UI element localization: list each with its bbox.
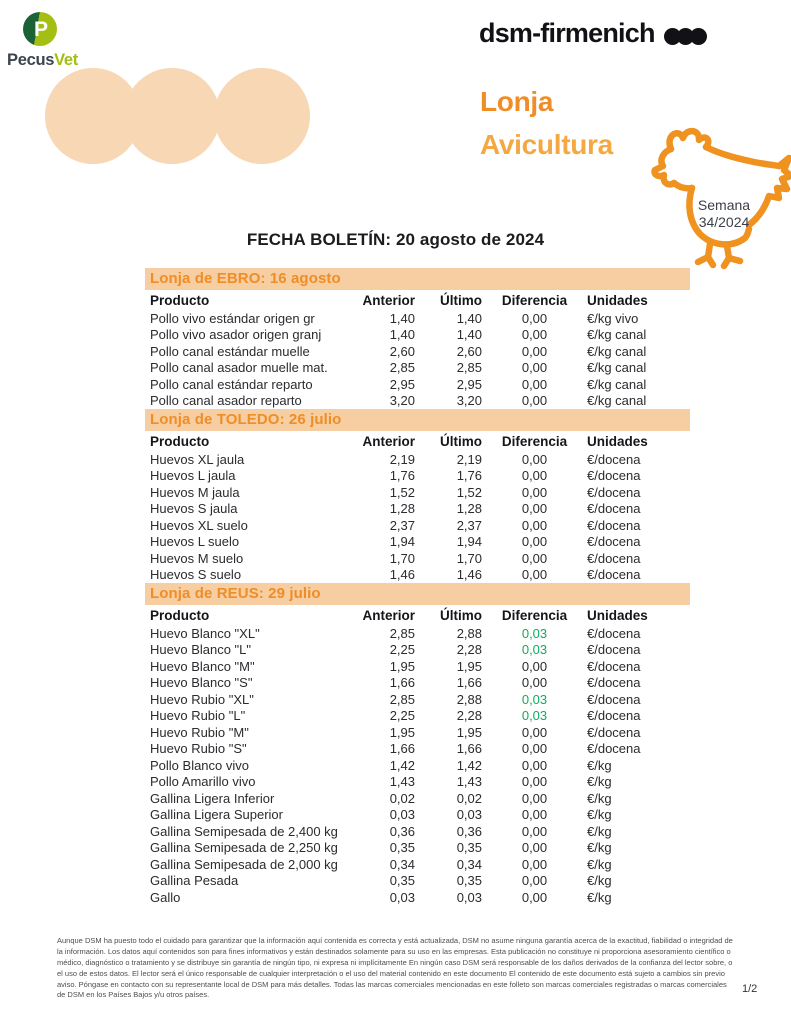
cell-ultimo: 2,28 xyxy=(456,708,482,724)
table-row xyxy=(145,567,690,584)
table-row xyxy=(145,642,690,659)
cell-diferencia: 0,00 xyxy=(521,856,548,872)
cell-producto: Gallina Semipesada de 2,400 kg xyxy=(150,823,338,839)
column-anterior: Anterior xyxy=(362,607,415,623)
cell-producto: Huevos S jaula xyxy=(150,501,238,517)
table-row xyxy=(145,468,690,485)
cell-ultimo: 2,85 xyxy=(456,360,482,376)
cell-producto: Pollo canal asador muelle mat. xyxy=(150,360,328,376)
cell-unidades: €/kg canal xyxy=(587,327,647,343)
dsm-firmenich-logo xyxy=(479,18,707,49)
decorative-circle xyxy=(214,68,310,164)
cell-ultimo: 0,36 xyxy=(456,823,482,839)
table-header-row xyxy=(145,431,690,451)
table-row xyxy=(145,360,690,377)
cell-diferencia: 0,03 xyxy=(521,642,548,658)
cell-diferencia: 0,00 xyxy=(521,534,548,550)
decorative-circle xyxy=(124,68,220,164)
column-unidades: Unidades xyxy=(587,607,648,623)
cell-producto: Huevos XL jaula xyxy=(150,451,245,467)
cell-producto: Pollo Amarillo vivo xyxy=(150,774,256,790)
cell-anterior: 1,43 xyxy=(389,774,415,790)
cell-producto: Pollo vivo estándar origen gr xyxy=(150,310,315,326)
cell-unidades: €/docena xyxy=(587,451,641,467)
cell-unidades: €/docena xyxy=(587,724,641,740)
table-body xyxy=(145,310,690,409)
document-title xyxy=(480,80,613,166)
cell-ultimo: 3,20 xyxy=(456,393,482,409)
cell-ultimo: 1,43 xyxy=(456,774,482,790)
column-producto: Producto xyxy=(150,292,210,308)
cell-unidades: €/kg xyxy=(587,873,612,889)
cell-unidades: €/kg xyxy=(587,856,612,872)
cell-ultimo: 2,37 xyxy=(456,517,482,533)
table-row xyxy=(145,675,690,692)
cell-producto: Pollo canal asador reparto xyxy=(150,393,302,409)
cell-unidades: €/kg xyxy=(587,790,612,806)
cell-anterior: 2,60 xyxy=(389,343,415,359)
price-tables xyxy=(145,268,690,906)
cell-anterior: 1,66 xyxy=(389,675,415,691)
column-diferencia: Diferencia xyxy=(501,607,568,623)
cell-unidades: €/kg canal xyxy=(587,360,647,376)
pecusvet-wordmark-accent: Vet xyxy=(54,51,78,69)
cell-diferencia: 0,00 xyxy=(521,741,548,757)
cell-ultimo: 1,66 xyxy=(456,741,482,757)
cell-unidades: €/docena xyxy=(587,708,641,724)
cell-ultimo: 0,34 xyxy=(456,856,482,872)
cell-unidades: €/docena xyxy=(587,517,641,533)
cell-unidades: €/docena xyxy=(587,484,641,500)
table-row xyxy=(145,327,690,344)
table-title-banner: Lonja de REUS: 29 julio xyxy=(145,583,690,605)
table-reus xyxy=(145,583,690,906)
cell-diferencia: 0,00 xyxy=(521,484,548,500)
column-ultimo: Último xyxy=(440,292,482,308)
cell-diferencia: 0,00 xyxy=(521,343,548,359)
cell-producto: Huevos L suelo xyxy=(150,534,240,550)
cell-ultimo: 0,35 xyxy=(456,873,482,889)
cell-diferencia: 0,03 xyxy=(521,625,548,641)
dot xyxy=(690,28,707,45)
table-row xyxy=(145,856,690,873)
week-label: Semana xyxy=(697,197,751,213)
table-row xyxy=(145,724,690,741)
cell-producto: Pollo canal estándar reparto xyxy=(150,376,313,392)
table-row xyxy=(145,451,690,468)
cell-anterior: 0,34 xyxy=(389,856,415,872)
cell-ultimo: 1,66 xyxy=(456,675,482,691)
table-row xyxy=(145,823,690,840)
table-row xyxy=(145,484,690,501)
title-avicultura: Avicultura xyxy=(480,129,613,160)
cell-anterior: 1,46 xyxy=(389,567,415,583)
table-row xyxy=(145,376,690,393)
cell-ultimo: 0,03 xyxy=(456,889,482,905)
table-row xyxy=(145,790,690,807)
cell-diferencia: 0,03 xyxy=(521,708,548,724)
cell-anterior: 1,70 xyxy=(389,550,415,566)
cell-ultimo: 0,35 xyxy=(456,840,482,856)
cell-ultimo: 2,19 xyxy=(456,451,482,467)
table-header-row xyxy=(145,290,690,310)
table-title-banner: Lonja de EBRO: 16 agosto xyxy=(145,268,690,290)
cell-anterior: 1,52 xyxy=(389,484,415,500)
cell-anterior: 2,37 xyxy=(389,517,415,533)
cell-unidades: €/docena xyxy=(587,534,641,550)
cell-unidades: €/docena xyxy=(587,567,641,583)
table-row xyxy=(145,517,690,534)
cell-diferencia: 0,00 xyxy=(521,790,548,806)
cell-producto: Huevo Rubio "L" xyxy=(150,708,246,724)
table-row xyxy=(145,889,690,906)
table-row xyxy=(145,534,690,551)
cell-diferencia: 0,00 xyxy=(521,393,548,409)
cell-diferencia: 0,00 xyxy=(521,501,548,517)
table-row xyxy=(145,741,690,758)
table-row xyxy=(145,625,690,642)
column-diferencia: Diferencia xyxy=(501,292,568,308)
cell-unidades: €/kg xyxy=(587,757,612,773)
cell-ultimo: 1,40 xyxy=(456,327,482,343)
cell-ultimo: 1,76 xyxy=(456,468,482,484)
cell-diferencia: 0,00 xyxy=(521,675,548,691)
table-row xyxy=(145,658,690,675)
title-lonja: Lonja xyxy=(480,86,554,117)
cell-anterior: 2,85 xyxy=(389,691,415,707)
cell-diferencia: 0,00 xyxy=(521,807,548,823)
cell-ultimo: 1,94 xyxy=(456,534,482,550)
cell-ultimo: 1,95 xyxy=(456,658,482,674)
table-header-row xyxy=(145,605,690,625)
cell-producto: Huevos L jaula xyxy=(150,468,236,484)
cell-unidades: €/docena xyxy=(587,642,641,658)
table-row xyxy=(145,708,690,725)
cell-anterior: 2,85 xyxy=(389,625,415,641)
cell-unidades: €/kg vivo xyxy=(587,310,639,326)
cell-unidades: €/docena xyxy=(587,625,641,641)
table-row xyxy=(145,550,690,567)
cell-diferencia: 0,00 xyxy=(521,451,548,467)
cell-diferencia: 0,00 xyxy=(521,517,548,533)
cell-ultimo: 1,95 xyxy=(456,724,482,740)
pecusvet-monogram-icon xyxy=(23,12,57,46)
page-number: 1/2 xyxy=(742,983,758,995)
table-row xyxy=(145,343,690,360)
column-producto: Producto xyxy=(150,607,210,623)
cell-diferencia: 0,00 xyxy=(521,567,548,583)
cell-anterior: 1,40 xyxy=(389,327,415,343)
table-row xyxy=(145,807,690,824)
cell-diferencia: 0,00 xyxy=(521,823,548,839)
cell-anterior: 0,35 xyxy=(389,873,415,889)
cell-producto: Gallina Semipesada de 2,000 kg xyxy=(150,856,338,872)
cell-producto: Gallina Pesada xyxy=(150,873,239,889)
cell-diferencia: 0,00 xyxy=(521,757,548,773)
table-body xyxy=(145,451,690,583)
column-unidades: Unidades xyxy=(587,433,648,449)
cell-anterior: 0,35 xyxy=(389,840,415,856)
cell-diferencia: 0,00 xyxy=(521,873,548,889)
cell-ultimo: 2,88 xyxy=(456,625,482,641)
cell-anterior: 2,19 xyxy=(389,451,415,467)
cell-producto: Pollo Blanco vivo xyxy=(150,757,249,773)
cell-ultimo: 1,70 xyxy=(456,550,482,566)
table-row xyxy=(145,840,690,857)
cell-anterior: 0,03 xyxy=(389,889,415,905)
decorative-circles xyxy=(45,68,315,164)
cell-unidades: €/kg xyxy=(587,823,612,839)
cell-producto: Huevo Rubio "M" xyxy=(150,724,249,740)
column-anterior: Anterior xyxy=(362,433,415,449)
cell-anterior: 1,94 xyxy=(389,534,415,550)
table-row xyxy=(145,774,690,791)
disclaimer-text: Aunque DSM ha puesto todo el cuidado para garantizar que la información aquí contenida es correcta y está actualizada, DSM no asume ninguna garantía acerca de la exactitud, fiabilidad o integridad de la información. Los datos aquí contenidos son para fines informativos y están destinados solamente para su uso en las empresas. Esta publicación no constituye ni proporciona asesoramiento científico o médico, diagnóstico o tratamiento y se distribuye sin garantía de ningún tipo, ni expresa ni implícitamente En ningún caso DSM será responsable de los daños derivados de la confianza del lector sobre, o el uso de estos datos. El lector será el único responsable de cualquier interpretación o el uso del material contenido en este documento El contenido de este documento está sujeto a cambios sin previo aviso. Póngase en contacto con su representante local de DSM para más detalles. Todas las marcas comerciales mencionadas en este folleto son marcas comerciales registradas o marcas comerciales de DSM en los Países Bajos y/u otros países. xyxy=(57,936,733,1000)
cell-ultimo: 1,28 xyxy=(456,501,482,517)
column-anterior: Anterior xyxy=(362,292,415,308)
cell-producto: Huevo Blanco "L" xyxy=(150,642,252,658)
cell-unidades: €/docena xyxy=(587,550,641,566)
cell-producto: Pollo vivo asador origen granj xyxy=(150,327,322,343)
column-unidades: Unidades xyxy=(587,292,648,308)
cell-producto: Gallo xyxy=(150,889,181,905)
cell-producto: Huevo Blanco "M" xyxy=(150,658,255,674)
cell-producto: Huevos M jaula xyxy=(150,484,240,500)
table-row xyxy=(145,393,690,410)
cell-diferencia: 0,00 xyxy=(521,376,548,392)
table-ebro xyxy=(145,268,690,409)
column-ultimo: Último xyxy=(440,607,482,623)
week-value: 34/2024 xyxy=(698,214,750,230)
table-body xyxy=(145,625,690,906)
cell-producto: Pollo canal estándar muelle xyxy=(150,343,310,359)
cell-producto: Huevos S suelo xyxy=(150,567,242,583)
table-row xyxy=(145,757,690,774)
cell-anterior: 1,40 xyxy=(389,310,415,326)
cell-anterior: 0,02 xyxy=(389,790,415,806)
cell-producto: Gallina Semipesada de 2,250 kg xyxy=(150,840,338,856)
cell-diferencia: 0,00 xyxy=(521,774,548,790)
cell-unidades: €/kg canal xyxy=(587,393,647,409)
cell-unidades: €/kg xyxy=(587,774,612,790)
cell-diferencia: 0,00 xyxy=(521,327,548,343)
cell-producto: Gallina Ligera Superior xyxy=(150,807,283,823)
cell-diferencia: 0,00 xyxy=(521,310,548,326)
table-toledo xyxy=(145,409,690,583)
cell-diferencia: 0,00 xyxy=(521,658,548,674)
cell-ultimo: 0,02 xyxy=(456,790,482,806)
bulletin-date: FECHA BOLETÍN: 20 agosto de 2024 xyxy=(246,230,545,249)
cell-anterior: 2,25 xyxy=(389,642,415,658)
cell-unidades: €/docena xyxy=(587,741,641,757)
cell-anterior: 2,25 xyxy=(389,708,415,724)
cell-anterior: 0,36 xyxy=(389,823,415,839)
cell-unidades: €/docena xyxy=(587,658,641,674)
cell-producto: Huevo Blanco "XL" xyxy=(150,625,260,641)
cell-diferencia: 0,00 xyxy=(521,889,548,905)
cell-unidades: €/docena xyxy=(587,691,641,707)
cell-anterior: 1,42 xyxy=(389,757,415,773)
cell-producto: Huevo Rubio "S" xyxy=(150,741,247,757)
cell-unidades: €/kg xyxy=(587,807,612,823)
cell-producto: Huevo Rubio "XL" xyxy=(150,691,254,707)
cell-diferencia: 0,00 xyxy=(521,550,548,566)
cell-unidades: €/kg canal xyxy=(587,343,647,359)
pecusvet-monogram-letter: P xyxy=(33,17,48,41)
cell-unidades: €/kg canal xyxy=(587,376,647,392)
column-diferencia: Diferencia xyxy=(501,433,568,449)
cell-unidades: €/docena xyxy=(587,468,641,484)
cell-diferencia: 0,00 xyxy=(521,724,548,740)
cell-ultimo: 1,40 xyxy=(456,310,482,326)
cell-anterior: 2,85 xyxy=(389,360,415,376)
cell-anterior: 1,95 xyxy=(389,724,415,740)
cell-ultimo: 1,46 xyxy=(456,567,482,583)
pecusvet-wordmark-primary: Pecus xyxy=(7,51,55,69)
table-row xyxy=(145,501,690,518)
cell-producto: Gallina Ligera Inferior xyxy=(150,790,275,806)
cell-anterior: 1,66 xyxy=(389,741,415,757)
column-producto: Producto xyxy=(150,433,210,449)
cell-anterior: 2,95 xyxy=(389,376,415,392)
cell-anterior: 1,76 xyxy=(389,468,415,484)
table-row xyxy=(145,691,690,708)
cell-ultimo: 2,60 xyxy=(456,343,482,359)
cell-ultimo: 2,28 xyxy=(456,642,482,658)
cell-diferencia: 0,00 xyxy=(521,468,548,484)
cell-anterior: 1,95 xyxy=(389,658,415,674)
cell-anterior: 0,03 xyxy=(389,807,415,823)
cell-unidades: €/kg xyxy=(587,840,612,856)
cell-unidades: €/kg xyxy=(587,889,612,905)
column-ultimo: Último xyxy=(440,433,482,449)
cell-diferencia: 0,03 xyxy=(521,691,548,707)
table-row xyxy=(145,873,690,890)
three-dots-icon xyxy=(664,28,707,45)
cell-diferencia: 0,00 xyxy=(521,840,548,856)
cell-ultimo: 0,03 xyxy=(456,807,482,823)
cell-ultimo: 1,42 xyxy=(456,757,482,773)
cell-producto: Huevos M suelo xyxy=(150,550,244,566)
cell-producto: Huevos XL suelo xyxy=(150,517,248,533)
cell-ultimo: 1,52 xyxy=(456,484,482,500)
cell-anterior: 3,20 xyxy=(389,393,415,409)
table-title-banner: Lonja de TOLEDO: 26 julio xyxy=(145,409,690,431)
cell-ultimo: 2,95 xyxy=(456,376,482,392)
cell-producto: Huevo Blanco "S" xyxy=(150,675,253,691)
cell-anterior: 1,28 xyxy=(389,501,415,517)
dsm-firmenich-wordmark: dsm-firmenich xyxy=(479,18,655,48)
cell-unidades: €/docena xyxy=(587,675,641,691)
table-row xyxy=(145,310,690,327)
cell-diferencia: 0,00 xyxy=(521,360,548,376)
cell-unidades: €/docena xyxy=(587,501,641,517)
cell-ultimo: 2,88 xyxy=(456,691,482,707)
